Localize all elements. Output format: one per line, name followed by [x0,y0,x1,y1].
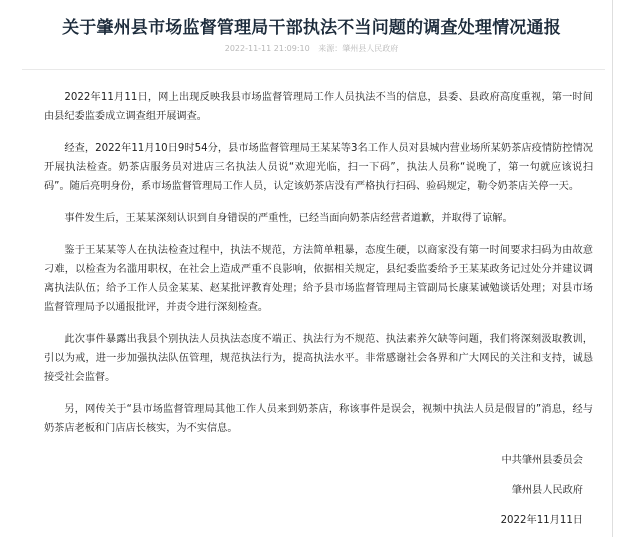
paragraph: 此次事件暴露出我县个别执法人员执法态度不端正、执法行为不规范、执法素养欠缺等问题，我们将深刻汲取教训，引以为戒，进一步加强执法队伍管理，规范执法行为，提高执法水平。非常感谢社会各界和广大网民的关注和支持，诚恳接受社会监督。 [44,334,593,383]
document-body [44,88,593,451]
paragraph: 鉴于王某某等人在执法检查过程中，执法不规范，方法简单粗暴，态度生硬，以商家没有第一时间要求扫码为由故意刁难，以检查为名滥用职权，在社会上造成严重不良影响，依据相关规定，县纪委监委给予王某某政务记过处分并建议调离执法队伍；给予工作人员金某某、赵某批评教育处理；给予县市场监督管理局主管副局长康某诫勉谈话处理；对县市场监督管理局予以通报批评，并责令进行深刻检查。 [44,245,593,313]
signature-org-government: 肇州县人民政府 [511,485,583,496]
publish-timestamp: 2022-11-11 21:09:10 [224,44,310,53]
paragraph: 事件发生后，王某某深刻认识到自身错误的严重性，已经当面向奶茶店经营者道歉，并取得了谅解。 [64,213,513,224]
signature-org-party-committee: 中共肇州县委员会 [501,455,583,466]
paragraph: 经查，2022年11月10日9时54分，县市场监督管理局王某某等3名工作人员对县城内营业场所某奶茶店疫情防控情况开展执法检查。奶茶店服务员对进店三名执法人员说“欢迎光临，扫一下码”，执法人员称“说晚了，第一句就应该说扫码”。随后亮明身份，系市场监督管理局工作人员，认定该奶茶店没有严格执行扫码、验码规定，勒令奶茶店关停一天。 [44,143,593,192]
document-title: 关于肇州县市场监督管理局干部执法不当问题的调查处理情况通报 [62,18,561,38]
source-label: 来源：肇州县人民政府 [318,44,399,53]
paragraph: 2022年11月11日，网上出现反映我县市场监督管理局工作人员执法不当的信息，县委、县政府高度重视，第一时间由县纪委监委成立调查组开展调查。 [44,92,593,122]
document-meta [0,44,623,54]
paragraph: 另，网传关于“县市场监督管理局其他工作人员来到奶茶店，称该事件是误会，视频中执法人员是假冒的”消息，经与奶茶店老板和门店店长核实，为不实信息。 [44,404,593,434]
signature-date: 2022年11月11日 [500,515,583,526]
header-divider [22,69,605,70]
right-border [612,0,613,537]
